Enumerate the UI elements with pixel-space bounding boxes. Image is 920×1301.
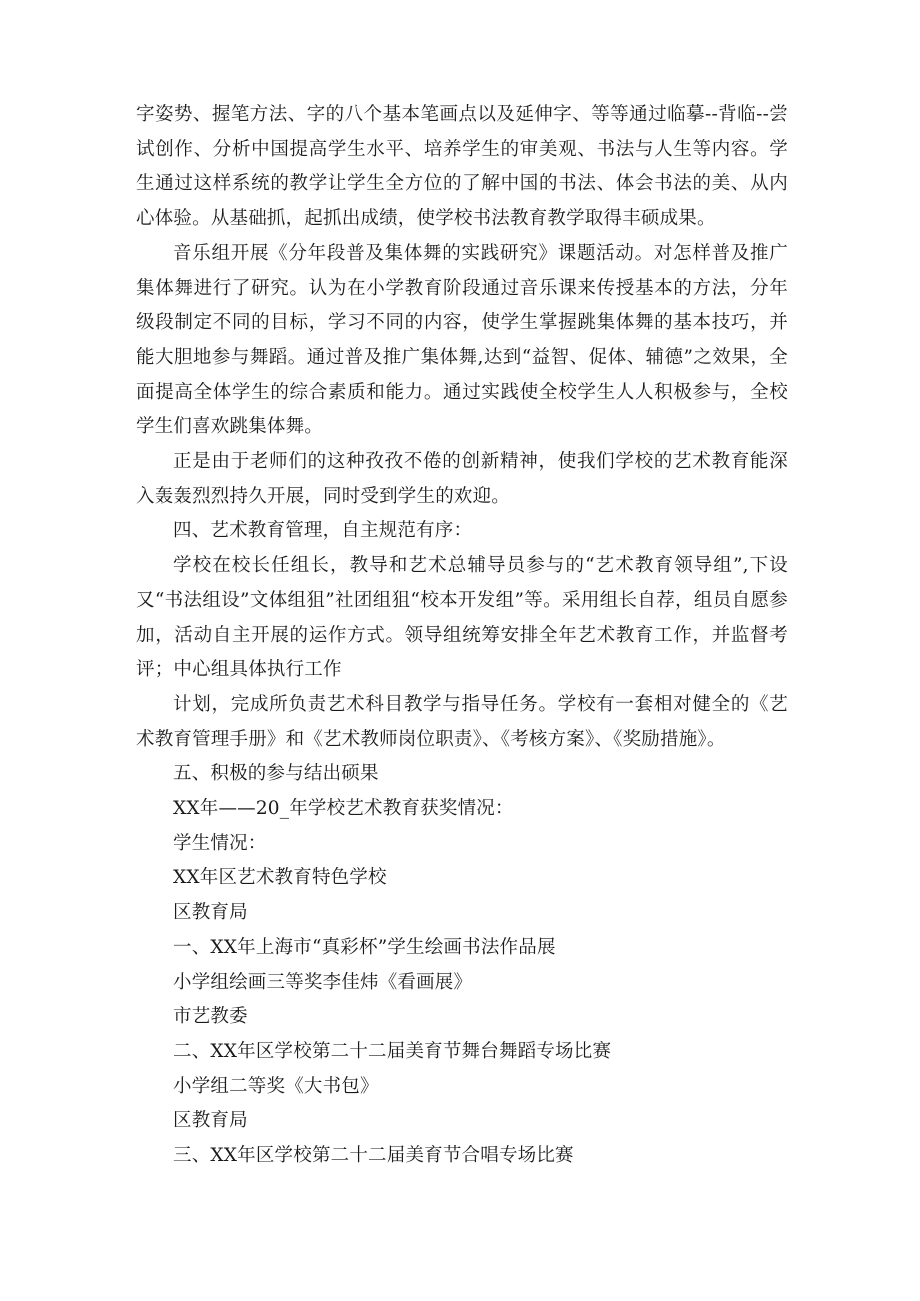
paragraph-music-group: 音乐组开展《分年段普及集体舞的实践研究》课题活动。对怎样普及推广集体舞进行了研究。认为在小学教育阶段通过音乐课来传授基本的方法，分年级段制定不同的目标，学习不同的内容，使学生掌握跳集体舞的基本技巧，并能大胆地参与舞蹈。通过普及推广集体舞,达到“益智、促体、辅德”之效果，全面提高全体学生的综合素质和能力。通过实践使全校学生人人积极参与，全校学生们喜欢跳集体舞。 [136,242,788,438]
award-detail: 小学组绘画三等奖李佳炜《看画展》 [173,971,473,993]
section-heading-achievements: 五、积极的参与结出硕果 [173,763,379,785]
award-detail: 小学组二等奖《大书包》 [173,1075,379,1097]
award-item: XX年区艺术教育特色学校 [173,867,387,889]
award-issuer: 区教育局 [173,1110,248,1132]
section-heading-management: 四、艺术教育管理，自主规范有序： [173,520,473,542]
document-body [136,98,788,1174]
award-item: 一、XX年上海市“真彩杯”学生绘画书法作品展 [173,936,556,958]
award-item: 二、XX年区学校第二十二届美育节舞台舞蹈专场比赛 [173,1040,612,1062]
award-item: 三、XX年区学校第二十二届美育节合唱专场比赛 [173,1145,574,1167]
award-issuer: 区教育局 [173,902,248,924]
paragraph-innovation-spirit: 正是由于老师们的这种孜孜不倦的创新精神，使我们学校的艺术教育能深入轰轰烈烈持久开展，同时受到学生的欢迎。 [136,451,788,507]
paragraph-plan: 计划，完成所负责艺术科目教学与指导任务。学校有一套相对健全的《艺术教育管理手册》和《艺术教师岗位职责》、《考核方案》、《奖励措施》。 [136,693,788,750]
award-issuer: 市艺教委 [173,1006,248,1028]
awards-heading: XX年——20_年学校艺术教育获奖情况： [173,798,514,820]
paragraph-leadership-group: 学校在校长任组长，教导和艺术总辅导员参与的“艺术教育领导组”,下设又“书法组设”文体组狙”社团组狙“校本开发组”等。采用组长自荐，组员自愿参加，活动自主开展的运作方式。领导组统筹安排全年艺术教育工作，并监督考评；中心组具体执行工作 [136,555,788,681]
student-situation-label: 学生情况： [173,832,267,854]
paragraph-calligraphy: 字姿势、握笔方法、字的八个基本笔画点以及延伸字、等等通过临摹--背临--尝试创作、分析中国提高学生水平、培养学生的审美观、书法与人生等内容。学生通过这样系统的教学让学生全方位的了解中国的书法、体会书法的美、从内心体验。从基础抓，起抓出成绩，使学校书法教育教学取得丰硕成果。 [136,104,788,230]
